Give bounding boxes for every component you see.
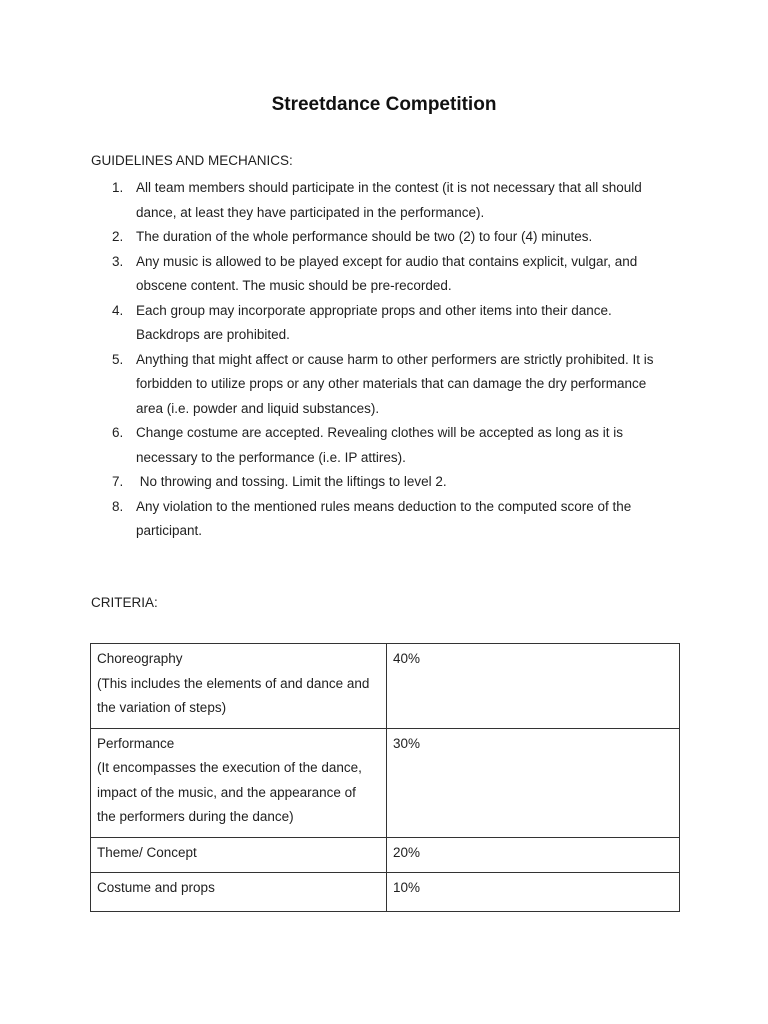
- criteria-weight-cell: 30%: [387, 728, 680, 837]
- criteria-name-cell: [91, 837, 387, 873]
- rule-item: [91, 421, 671, 470]
- rule-number: 4.: [112, 302, 124, 318]
- criteria-table: [90, 643, 680, 912]
- criteria-heading: CRITERIA:: [91, 595, 158, 610]
- criteria-description-line: impact of the music, and the appearance of: [97, 784, 356, 800]
- rule-text-line: The duration of the whole performance should be two (2) to four (4) minutes.: [136, 229, 593, 244]
- criteria-weight-cell: 40%: [387, 644, 680, 729]
- criteria-description-line: (This includes the elements of and dance and: [97, 675, 370, 691]
- rule-item: [91, 299, 671, 348]
- criteria-row: [91, 837, 680, 873]
- rule-text-line: Anything that might affect or cause harm to other performers are strictly prohibited. It is: [136, 351, 654, 367]
- criteria-name-cell: [91, 728, 387, 837]
- guidelines-heading: GUIDELINES AND MECHANICS:: [91, 153, 293, 168]
- criteria-description-line: Choreography: [97, 651, 183, 666]
- rule-text-line: forbidden to utilize props or any other materials that can damage the dry performance: [136, 376, 647, 391]
- rule-item: [91, 176, 671, 225]
- criteria-name-cell: [91, 873, 387, 912]
- rule-item: [91, 250, 671, 299]
- rule-number: 7.: [112, 474, 124, 489]
- criteria-name-cell: [91, 644, 387, 729]
- rule-text-line: No throwing and tossing. Limit the liftings to level 2.: [136, 474, 447, 489]
- rule-number: 3.: [112, 253, 124, 269]
- rule-text-line: Backdrops are prohibited.: [136, 327, 290, 342]
- rule-text-line: Each group may incorporate appropriate props and other items into their dance.: [136, 302, 612, 318]
- rule-number: 8.: [112, 498, 124, 514]
- rule-text-line: obscene content. The music should be pre-recorded.: [136, 278, 452, 293]
- criteria-table-body: [91, 644, 680, 912]
- rule-item: [91, 348, 671, 422]
- rule-text-line: area (i.e. powder and liquid substances).: [136, 400, 380, 416]
- rule-number: 6.: [112, 425, 124, 440]
- criteria-description-line: the variation of steps): [97, 700, 227, 715]
- rule-text-line: Change costume are accepted. Revealing clothes will be accepted as long as it is: [136, 425, 624, 440]
- criteria-description-line: Costume and props: [97, 880, 215, 895]
- criteria-row: [91, 728, 680, 837]
- criteria-row: [91, 644, 680, 729]
- criteria-row: [91, 873, 680, 912]
- rule-item: [91, 495, 671, 544]
- rule-text-line: participant.: [136, 523, 203, 538]
- criteria-description-line: the performers during the dance): [97, 809, 294, 824]
- criteria-description-line: Performance: [97, 735, 175, 751]
- rule-text-line: All team members should participate in the contest (it is not necessary that all should: [136, 180, 642, 195]
- criteria-weight-cell: 10%: [387, 873, 680, 912]
- rule-number: 1.: [112, 180, 124, 195]
- rule-item: [91, 470, 671, 495]
- rule-text-line: Any violation to the mentioned rules means deduction to the computed score of the: [136, 498, 632, 514]
- rule-text-line: Any music is allowed to be played except for audio that contains explicit, vulgar, and: [136, 253, 638, 269]
- rule-item: [91, 225, 671, 250]
- rules-list: [91, 176, 671, 544]
- rule-number: 2.: [112, 229, 124, 244]
- rule-text-line: necessary to the performance (i.e. IP attires).: [136, 449, 406, 465]
- criteria-weight-cell: 20%: [387, 837, 680, 873]
- criteria-description-line: (It encompasses the execution of the dance,: [97, 760, 362, 775]
- rule-text-line: dance, at least they have participated in the performance).: [136, 204, 485, 220]
- page-title: Streetdance Competition: [271, 94, 497, 115]
- rule-number: 5.: [112, 351, 124, 367]
- criteria-description-line: Theme/ Concept: [97, 844, 197, 860]
